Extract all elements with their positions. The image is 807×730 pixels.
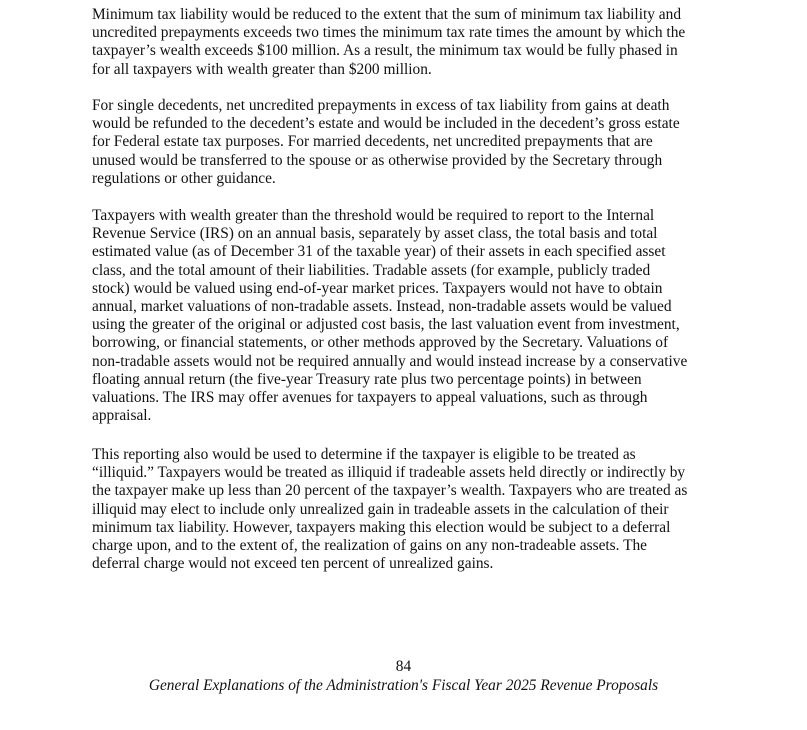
text-line: “illiquid.” Taxpayers would be treated as illiquid if tradeable assets held directly or indirectly by	[92, 464, 686, 482]
text-line: estimated value (as of December 31 of the taxable year) of their assets in each specified asset	[92, 243, 666, 261]
paragraph-illiquid-taxpayers	[92, 446, 732, 573]
paragraph-decedents	[92, 97, 732, 188]
text-line: minimum tax liability. However, taxpayers making this election would be subject to a deferral	[92, 518, 671, 536]
footer-document-title: General Explanations of the Administration's Fiscal Year 2025 Revenue Proposals	[148, 677, 659, 694]
text-line: Revenue Service (IRS) on an annual basis, separately by asset class, the total basis and total	[92, 225, 658, 243]
text-line: borrowing, or financial statements, or other methods approved by the Secretary. Valuations of	[92, 334, 669, 352]
text-line: This reporting also would be used to determine if the taxpayer is eligible to be treated as	[92, 446, 636, 463]
text-line: uncredited prepayments exceeds two times the minimum tax rate times the amount by which the	[92, 24, 686, 42]
text-line: floating annual return (the five-year Treasury rate plus two percentage points) in between	[92, 370, 642, 388]
text-line: stock) would be valued using end-of-year market prices. Taxpayers would not have to obtain	[92, 279, 663, 297]
text-line: for Federal estate tax purposes. For married decedents, net uncredited prepayments that are	[92, 133, 653, 151]
text-line: charge upon, and to the extent of, the realization of gains on any non-tradeable assets. The	[92, 537, 648, 555]
text-line: using the greater of the original or adjusted cost basis, the last valuation event from investment,	[92, 316, 680, 334]
text-line: appraisal.	[92, 407, 152, 425]
paragraph-minimum-tax-liability	[92, 6, 732, 79]
text-line: class, and the total amount of their liabilities. Tradable assets (for example, publicly traded	[92, 261, 651, 279]
text-line: valuations. The IRS may offer avenues for taxpayers to appeal valuations, such as through	[92, 389, 648, 407]
text-line: would be refunded to the decedent’s estate and would be included in the decedent’s gross estate	[92, 115, 680, 133]
text-line: unused would be transferred to the spouse or as otherwise provided by the Secretary through	[92, 151, 663, 169]
text-line: deferral charge would not exceed ten percent of unrealized gains.	[92, 555, 494, 573]
paragraph-reporting-requirements	[92, 207, 732, 425]
text-line: regulations or other guidance.	[92, 169, 276, 187]
text-line: the taxpayer make up less than 20 percent of the taxpayer’s wealth. Taxpayers who are treated as	[92, 482, 688, 500]
text-line: for all taxpayers with wealth greater than $200 million.	[92, 60, 432, 78]
page-number: 84	[395, 658, 412, 675]
text-line: taxpayer’s wealth exceeds $100 million. As a result, the minimum tax would be fully phased in	[92, 42, 678, 60]
text-line: annual, market valuations of non-tradable assets. Instead, non-tradable assets would be valued	[92, 298, 672, 316]
text-line: non-tradable assets would not be required annually and would instead increase by a conservative	[92, 352, 688, 370]
text-line: illiquid may elect to include only unrealized gain in tradeable assets in the calculation of their	[92, 500, 669, 518]
text-line: Taxpayers with wealth greater than the threshold would be required to report to the Internal	[92, 207, 655, 224]
text-line: Minimum tax liability would be reduced to the extent that the sum of minimum tax liability and	[92, 6, 682, 23]
text-line: For single decedents, net uncredited prepayments in excess of tax liability from gains at death	[92, 97, 670, 114]
